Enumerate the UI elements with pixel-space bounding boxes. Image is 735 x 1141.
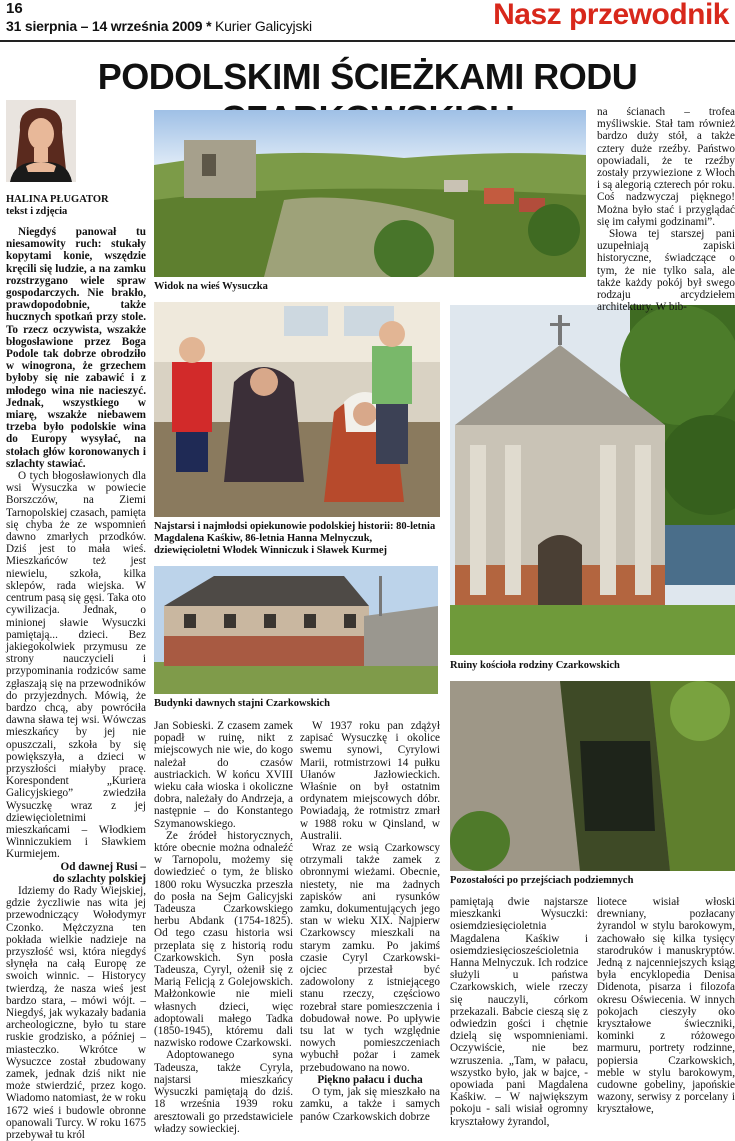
caption-village: Widok na wieś Wysuczka xyxy=(154,281,268,292)
article-headline: PODOLSKIMI ŚCIEŻKAMI RODU xyxy=(97,56,638,97)
underground-photo xyxy=(450,681,735,871)
caption-church: Ruiny kościoła rodziny Czarkowskich xyxy=(450,660,620,671)
author-name: HALINA PŁUGATOR xyxy=(6,194,109,205)
issue-separator: * xyxy=(206,18,212,34)
caption-underground: Pozostałości po przejściach podziemnych xyxy=(450,875,634,886)
header-rule xyxy=(0,40,735,42)
stables-photo xyxy=(154,566,438,694)
paragraph: Słowa tej starszej pani uzupełniają zapiski historyczne, świadczące o tym, że nie tylko sala, ale także każdy pokój był swego rodzaju arcydziełem architektury. W bib- xyxy=(597,228,735,314)
subheading: Piękno pałacu i ducha xyxy=(317,1073,423,1086)
subheading-line-1: Od dawnej Rusi – xyxy=(60,860,146,873)
village-photo xyxy=(154,110,586,277)
column-2 xyxy=(154,720,293,1135)
issue-line xyxy=(6,18,312,34)
paragraph: Adoptowanego syna Tadeusza, także Cyryla, najstarsi mieszkańcy Wysuczki pamiętają do dziś. 18 września 1939 roku aresztowali go przedstawiciele władzy sowieckiej. xyxy=(154,1049,293,1135)
author-photo xyxy=(6,100,76,182)
paragraph: W 1937 roku pan zdążył zapisać Wysuczkę i okolice swemu synowi, Cyrylowi Marii, rotmistrzowi 14 pułku Ułanów Jazłowieckich. Właśnie on był ostatnim ordynatem miejscowych dóbr. Powiadają, że rotmistrz zmarł w 1988 roku w Qinsland, w Australii. xyxy=(300,720,440,842)
paragraph: Wraz ze wsią Czarkowscy otrzymali także zamek z obronnymi wieżami. Obecnie, niestety, nie ma żadnych zapisków ani rysunków zamku, dokumentujących jego stan w wieku XIX. Najpierw Czarkowscy mieszkali na starym zamku. Po jakimś czasie Cyryl Czarkowski-ojciec przestał być zadowolony z istniejącego stanu rzeczy, częściowo rozebrał stare pomieszczenia i dobudował nowe. Po upływie tsu lat w tych względnie nowych pomieszczeniach wybuchł pożar i zamek przebudowano na nowo. xyxy=(300,842,440,1074)
paragraph: liotece wisiał włoski drewniany, pozłacany żyrandol w stylu barokowym, zachowało się kilka tysięcy starodruków i manuskryptów. Jedną z najcenniejszych ksiąg była encyklopedia Denisa Didenota, pisarza i filozofa okresu Oświecenia. W innych pokojach cieszyły oko kryształowe świeczniki, kominki z różowego marmuru, portrety rodzinne, popiersia Czarkowskich, meble w stylu barokowym, cudowne gobeliny, japońskie wazony, serwisy z porcelany i kryształowe, xyxy=(597,896,735,1116)
column-5 xyxy=(597,896,735,1116)
section-title: Nasz przewodnik xyxy=(493,0,729,31)
column-4 xyxy=(450,896,588,1128)
paragraph: pamiętają dwie najstarsze mieszkanki Wysuczki: osiemdziesięcioletnia Magdalena Kaśkiw i osiemdziesięciosześcioletnia Hanna Melnyczuk. Ich rodzice służyli u państwa Czarkowskich, wiele rzeczy się nauczyli, córkom przekazali. Babcie cieszą się z odwiedzin gości i chętnie dzielą się wspomnieniami. Oczywiście, nie bez wzruszenia. „Tam, w pałacu, wszystko było, jak w bajce, - opowiada pani Magdalena Kaśkiw. – W największym pokoju - sali wisiał ogromny kryształowy żyrandol, xyxy=(450,896,588,1128)
caption-stables: Budynki dawnych stajni Czarkowskich xyxy=(154,698,330,709)
column-6 xyxy=(597,106,735,313)
church-photo xyxy=(450,305,735,655)
paragraph: Jan Sobieski. Z czasem zamek popadł w ruinę, nikt z miejscowych nie wie, do kogo należał do czasów austriackich. W końcu XVIII wieku cała wioska i okoliczne dobra, należały do Andrzeja, a następnie – do Konstantego Szymanowskiego. xyxy=(154,720,293,830)
paragraph: Ze źródeł historycznych, które obecnie można odnaleźć w Tarnopolu, możemy się dowiedzieć o tym, że blisko 1800 roku Wysuczka przeszła do posła na Sejm Galicyjski Tadeusza Czarkowskiego herbu Abdank (1754-1825). Od tego czasu historia wsi przeplata się z historią rodu Czarkowskich. Syn posła Tadeusza, Cyryl, ożenił się z Marią Felicją z Golejowskich. Małżonkowie nie mieli własnych dzieci, więc adoptowali małego Tadka (1850-1945), któremu dali nazwisko rodowe Czarkowski. xyxy=(154,829,293,1050)
page-number: 16 xyxy=(6,0,23,17)
issue-date: 31 sierpnia – 14 września 2009 xyxy=(6,18,203,34)
column-1 xyxy=(6,226,146,1141)
paragraph: na ścianach – trofea myśliwskie. Stał tam również bardzo duży stół, a także cztery duże rzeźby. Państwo opowiadali, że te rzeźby zostały przywiezione z Włoch i są alegorią czterech pór roku. Coś nadzwyczaj pięknego! Można było stać i przyglądać się im całymi godzinami”. xyxy=(597,106,735,228)
paragraph: Idziemy do Rady Wiejskiej, gdzie życzliwie nas wita jej przewodniczący Wołodymyr Czonko. Mężczyzna ten pokłada wielkie nadzieje na przyszłość wsi, która niegdyś słynęła na całą Europę ze swoich winnic. – Historycy twierdzą, że nasza wieś jest bardzo stara, – mówi wójt. – Niegdyś, jak wykazały badania archeologiczne, było tu stare ruskie grodzisko, a później – miasteczko. Wkrótce w Wysuczce został zbudowany zamek, jednak dziś nikt nie może stwierdzić, przez kogo. Wiadomo natomiast, że w roku 1672 wieś i budowle obronne opanowali Turcy. W roku 1675 przebywał tu król xyxy=(6,884,146,1141)
caption-people: Najstarsi i najmłodsi opiekunowie podolskiej historii: 80-letnia Magdalena Kaśkiw, 86-letnia Hanna Melnyczuk, dziewięcioletni Włodek Winniczuk i Sławek Kurmej xyxy=(154,521,436,556)
subheading-line-2: do szlachty polskiej xyxy=(52,872,146,885)
paragraph: O tych błogosławionych dla wsi Wysuczka w powiecie Borszczów, na Ziemi Tarnopolskiej czasach, pamięta się chyba że ze wspomnień dawno zmarłych przodków. Dziś jest to mała wieś. Mieszkańców też jest niewielu, szkoła, kilka sklepów, rada wiejska. W centrum pasą się gęsi. Taka oto cywilizacja. Jednak, o minionej sławie Wysuczki pamiętają... dzieci. Bez jakiegokolwiek przymusu ze strony nauczycieli i przypominania rodziców same zgłaszają się na przewodników do przyjezdnych. Mówią, że bardzo chcą, aby powróciła dawna sława tej wsi. Wówczas mieszkańcy by jej nie opuszczali, szkoła by się powiększyła, a dzieci w przyszłości miałyby pracę. Korespondent „Kuriera Galicyjskiego” zwiedziła Wysuczkę wraz z jej dziewięcioletnimi mieszkańcami – Włodkiem Winniczukiem i Sławkiem Kurmiejem. xyxy=(6,470,146,861)
column-3 xyxy=(300,720,440,1123)
people-photo xyxy=(154,302,440,517)
lead-paragraph: Niegdyś panował tu niesamowity ruch: stukały kopytami konie, wszędzie kręcili się ludzie, a na zamku rozstrzygano wiele spraw gospodarczych. Nie brakło, prawdopodobnie, także hucznych spotkań przy stole. To rzecz oczywista, wszakże błogosławione przez Boga Podole tak dobrze obrodziło w winogrona, że grzechem byłoby się nie zabawić i z młodego wina nie nacieszyć. Jednak, wszystkiego w miarę, wszakże niebawem trzeba było podolskie wina do Europy wysyłać, na stołach głów koronowanych i szlachty stawiać. xyxy=(6,226,146,470)
photo-credit: tekst i zdjęcia xyxy=(6,206,68,217)
byline xyxy=(6,194,146,218)
newspaper-name: Kurier Galicyjski xyxy=(215,18,312,34)
paragraph: O tym, jak się mieszkało na zamku, a także i samych panów Czarkowskich dobrze xyxy=(300,1086,440,1123)
